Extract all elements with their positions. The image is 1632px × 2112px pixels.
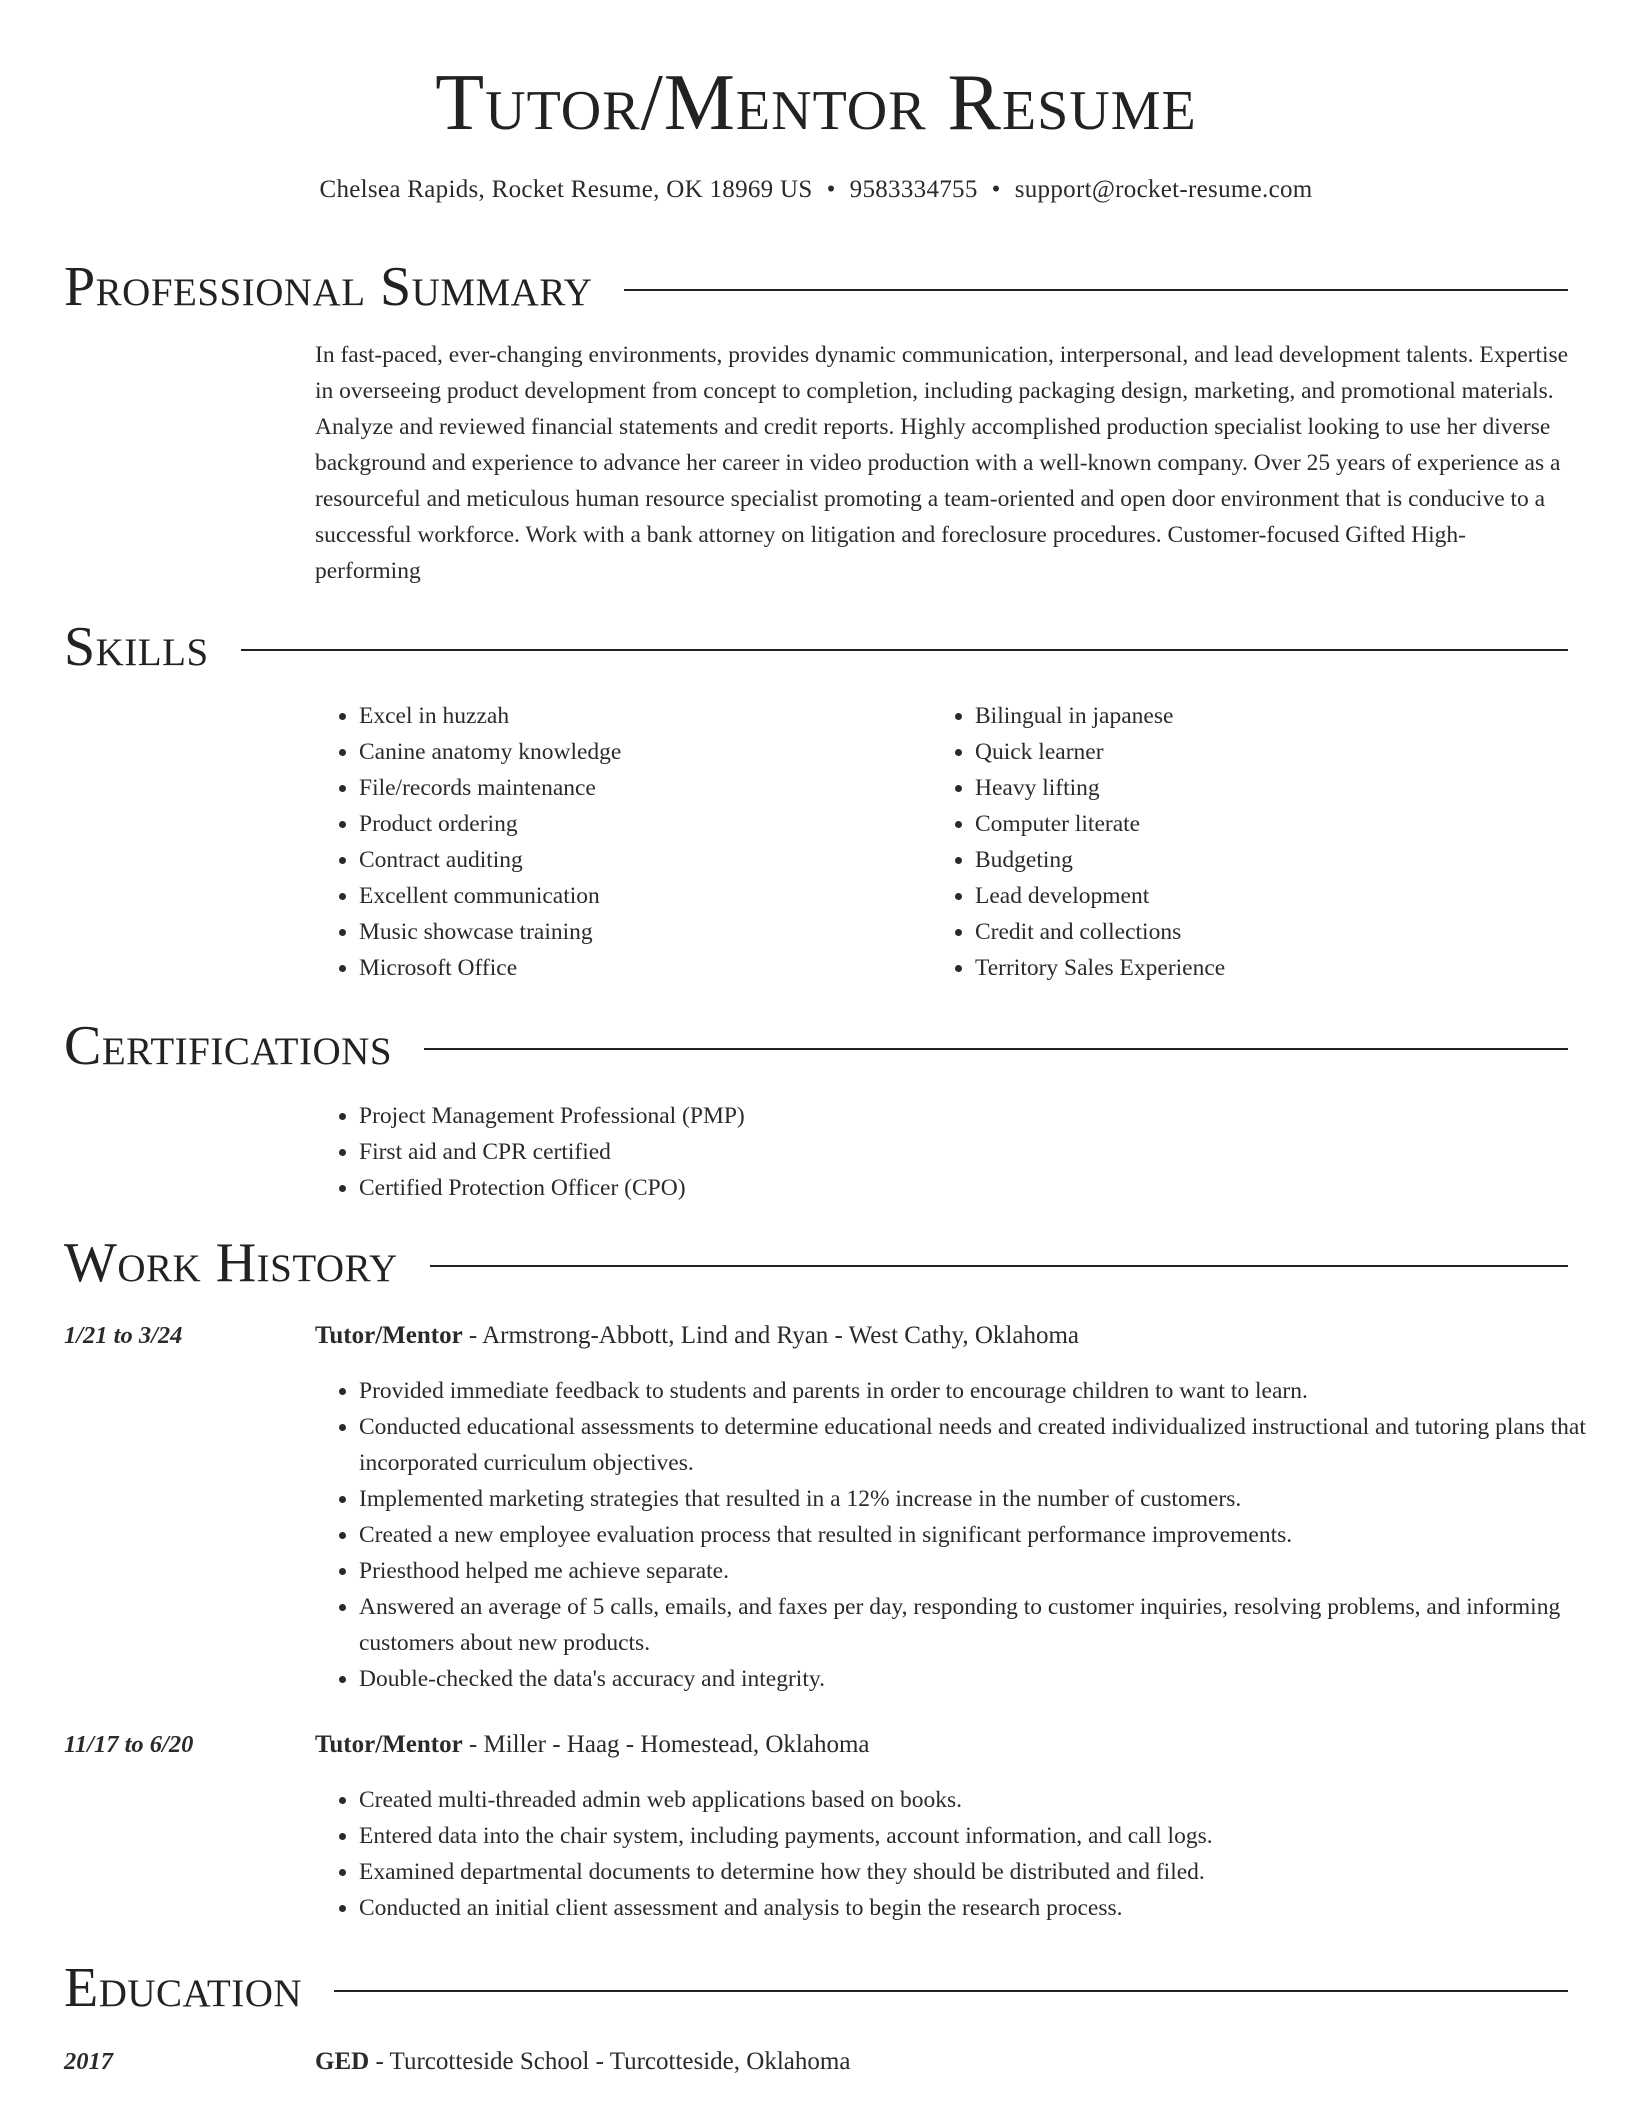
education-heading xyxy=(64,1953,1568,2023)
skill-item: • Territory Sales Experience xyxy=(975,950,1575,986)
job-duty-item: • Answered an average of 5 calls, emails, and faxes per day, responding to customer inquiries, resolving problems, and informing customers about new products. xyxy=(359,1589,1615,1661)
skills-heading-label: Skills xyxy=(64,616,209,678)
resume-title: Tutor/Mentor Resume xyxy=(435,59,1197,147)
contact-separator: • xyxy=(826,176,836,203)
job-employer-location: - Armstrong-Abbott, Lind and Ryan - West Cathy, Oklahoma xyxy=(462,1322,1080,1349)
summary-text: In fast-paced, ever-changing environments, provides dynamic communication, interpersonal, and lead development talents. Expertise in overseeing product development from concept to completion, including packaging design, marketing, and promotional materials. Analyze and reviewed financial statements and credit reports. Highly accomplished production specialist looking to use her diverse background and experience to advance her career in video production with a well-known company. Over 25 years of experience as a resourceful and meticulous human resource specialist promoting a team-oriented and open door environment that is conducive to a successful workforce. Work with a bank attorney on litigation and foreclosure procedures. Customer-focused Gifted High-performing xyxy=(315,342,1569,584)
job-title: Tutor/Mentor xyxy=(315,1731,463,1758)
skill-item: • Contract auditing xyxy=(359,842,899,878)
job-header xyxy=(315,1318,1571,1354)
job-dates: 1/21 to 3/24 xyxy=(64,1322,183,1349)
contact-line xyxy=(0,172,1632,208)
education-heading-label: Education xyxy=(64,1957,303,2019)
skill-item: • Computer literate xyxy=(975,806,1575,842)
job-header xyxy=(315,1727,1571,1763)
job-duty-item: • Created multi-threaded admin web applications based on books. xyxy=(359,1782,1615,1818)
skill-item: • Excellent communication xyxy=(359,878,899,914)
skill-item: • File/records maintenance xyxy=(359,770,899,806)
section-divider xyxy=(624,289,1568,291)
skill-item: • Product ordering xyxy=(359,806,899,842)
certifications-list xyxy=(315,1098,1615,1206)
contact-email: support@rocket-resume.com xyxy=(1014,176,1313,203)
job-duty-item: • Conducted an initial client assessment and analysis to begin the research process. xyxy=(359,1890,1615,1926)
certification-item: • Certified Protection Officer (CPO) xyxy=(359,1170,1615,1206)
skill-item: • Excel in huzzah xyxy=(359,698,899,734)
skill-item: • Microsoft Office xyxy=(359,950,899,986)
skill-item: • Canine anatomy knowledge xyxy=(359,734,899,770)
skill-item: • Music showcase training xyxy=(359,914,899,950)
section-divider xyxy=(430,1265,1568,1267)
section-divider xyxy=(241,649,1568,651)
job-duty-item: • Double-checked the data's accuracy and integrity. xyxy=(359,1661,1615,1697)
skill-item: • Quick learner xyxy=(975,734,1575,770)
certifications-heading xyxy=(64,1011,1568,1081)
summary-heading xyxy=(64,252,1568,322)
job-employer-location: - Miller - Haag - Homestead, Oklahoma xyxy=(462,1731,870,1758)
job-duty-item: • Examined departmental documents to determine how they should be distributed and filed. xyxy=(359,1854,1615,1890)
work-history-heading xyxy=(64,1228,1568,1298)
skill-item: • Heavy lifting xyxy=(975,770,1575,806)
job-duty-item: • Provided immediate feedback to students and parents in order to encourage children to want to learn. xyxy=(359,1373,1615,1409)
summary-heading-label: Professional Summary xyxy=(64,256,593,318)
skills-list-left xyxy=(315,698,899,986)
certification-item: • First aid and CPR certified xyxy=(359,1134,1615,1170)
education-year: 2017 xyxy=(64,2048,113,2075)
certifications-heading-label: Certifications xyxy=(64,1015,393,1077)
section-divider xyxy=(424,1048,1568,1050)
skills-heading xyxy=(64,612,1568,682)
contact-separator: • xyxy=(991,176,1001,203)
contact-phone: 9583334755 xyxy=(849,176,978,203)
section-divider xyxy=(334,1990,1568,1992)
job-duty-item: • Priesthood helped me achieve separate. xyxy=(359,1553,1615,1589)
job-title: Tutor/Mentor xyxy=(315,1322,463,1349)
certification-item: • Project Management Professional (PMP) xyxy=(359,1098,1615,1134)
skill-item: • Lead development xyxy=(975,878,1575,914)
skill-item: • Credit and collections xyxy=(975,914,1575,950)
education-degree: GED xyxy=(315,2048,370,2075)
job-duties-list xyxy=(315,1782,1615,1926)
skill-item: • Budgeting xyxy=(975,842,1575,878)
job-duties-list xyxy=(315,1373,1615,1697)
skills-list-right xyxy=(931,698,1575,986)
job-duty-item: • Conducted educational assessments to determine educational needs and created individualized instructional and tutoring plans that incorporated curriculum objectives. xyxy=(359,1409,1615,1481)
job-duty-item: • Entered data into the chair system, including payments, account information, and call logs. xyxy=(359,1818,1615,1854)
education-school-location: - Turcotteside School - Turcotteside, Oklahoma xyxy=(369,2048,851,2075)
skill-item: • Bilingual in japanese xyxy=(975,698,1575,734)
job-dates: 11/17 to 6/20 xyxy=(64,1731,194,1758)
contact-address: Chelsea Rapids, Rocket Resume, OK 18969 US xyxy=(319,176,813,203)
job-duty-item: • Implemented marketing strategies that resulted in a 12% increase in the number of customers. xyxy=(359,1481,1615,1517)
job-duty-item: • Created a new employee evaluation process that resulted in significant performance improvements. xyxy=(359,1517,1615,1553)
work-history-heading-label: Work History xyxy=(64,1232,398,1294)
education-entry xyxy=(315,2044,1571,2080)
